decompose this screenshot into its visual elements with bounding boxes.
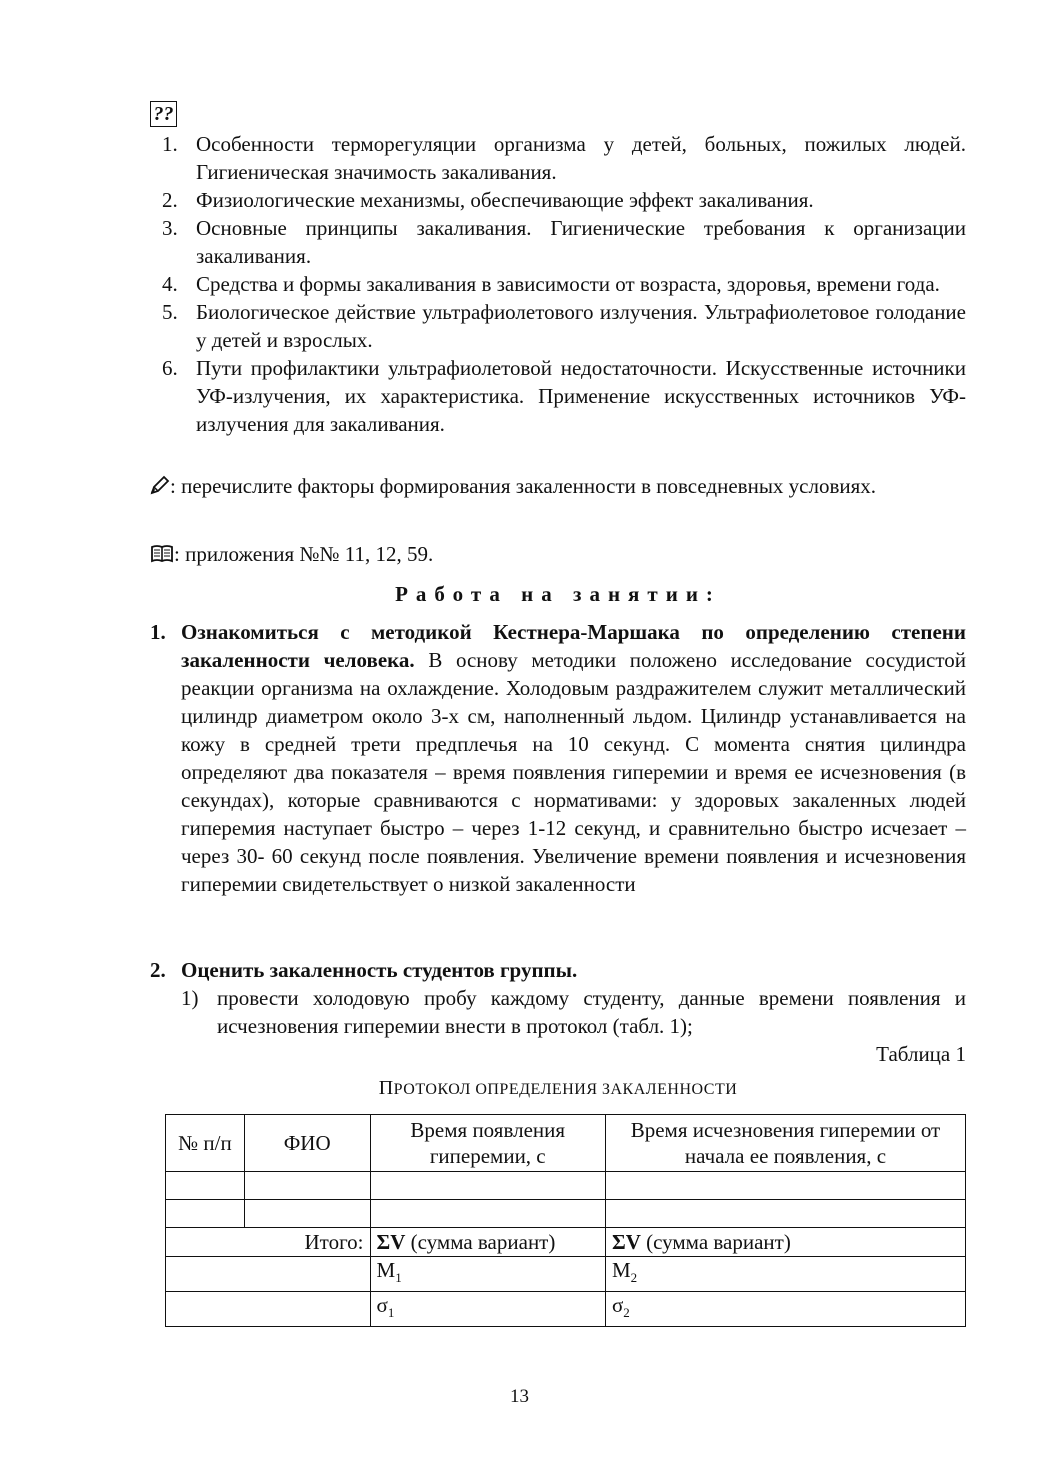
mean-appear: $M_1$ (370, 1257, 605, 1292)
work-item-1-text: В основу методики положено исследование сосудистой реакции организма на охлаждение. Холодовым раздражителем служит металлический цилиндр диаметром около 3-х см, наполненный льдом. Цилиндр устанавливается на кожу в средней трети предплечья на 10 секунд. С момента снятия цилиндра определяют два показателя – время появления гиперемии и время ее исчезновения (в секундах), которые сравниваются с нормативами: у здоровых закаленных людей гиперемия наступает быстро – через 1-12 секунд, и сравнительно быстро исчезает – через 30- 60 секунд после появления. Увеличение времени появления и исчезновения гиперемии свидетельствует о низкой закаленности (181, 648, 966, 896)
sum-disappear: ΣV (сумма вариант) (605, 1228, 965, 1257)
table-title: ПРОТОКОЛ ОПРЕДЕЛЕНИЯ ЗАКАЛЕННОСТИ (378, 1077, 738, 1099)
sum-appear: ΣV (сумма вариант) (370, 1228, 605, 1257)
questions-marker: ?? (150, 101, 177, 127)
work-item-2-title: Оценить закаленность студентов группы. (181, 958, 578, 982)
table-number: Таблица 1 (876, 1042, 966, 1066)
book-icon (150, 544, 174, 564)
work-item-2: 2. Оценить закаленность студентов группы. (150, 958, 578, 982)
list-item: 4. Средства и формы закаливания в зависимости от возраста, здоровья, времени года. (162, 272, 940, 296)
header-fio: ФИО (244, 1115, 370, 1172)
task-text: перечислите факторы формирования закаленности в повседневных условиях. (181, 474, 877, 498)
pencil-icon (150, 475, 170, 495)
table-mean-row (166, 1257, 966, 1292)
list-item: 3. Основные принципы закаливания. Гигиенические требования к организации закаливания. (162, 216, 966, 268)
table-header-row (166, 1115, 966, 1172)
list-item: 2. Физиологические механизмы, обеспечивающие эффект закаливания. (162, 188, 814, 212)
header-num: № п/п (166, 1115, 245, 1172)
page-number: 13 (510, 1386, 529, 1407)
table-row (166, 1200, 966, 1228)
section-heading: Работа на занятии: (395, 582, 721, 606)
list-item: 5. Биологическое действие ультрафиолетового излучения. Ультрафиолетовое голодание у детей и взрослых. (162, 300, 966, 352)
references-line (150, 540, 433, 568)
task-paragraph (150, 472, 966, 501)
list-item: 1. Особенности терморегуляции организма у детей, больных, пожилых людей. Гигиеническая значимость закаливания. (162, 132, 966, 184)
total-label: Итого: (166, 1228, 371, 1257)
work-subitem-1: 1) провести холодовую пробу каждому студенту, данные времени появления и исчезновения гиперемии внести в протокол (табл. 1); (181, 986, 966, 1038)
header-appear: Время появления гиперемии, с (370, 1115, 605, 1172)
protocol-table (165, 1114, 966, 1327)
questions-list (150, 130, 966, 438)
sigma-appear: $\sigma_1$ (370, 1292, 605, 1327)
header-disappear: Время исчезновения гиперемии от начала ее появления, с (605, 1115, 965, 1172)
table-total-row (166, 1228, 966, 1257)
work-item-1: 1. Ознакомиться с методикой Кестнера-Маршака по определению степени закаленности человека. В основу методики положено исследование сосудистой реакции организма на охлаждение. Холодовым раздражителем служит металлический цилиндр диаметром около 3-х см, наполненный льдом. Цилиндр устанавливается на кожу в средней трети предплечья на 10 секунд. С момента снятия цилиндра определяют два показателя – время появления гиперемии и время ее исчезновения (в секундах), которые сравниваются с нормативами: у здоровых закаленных людей гиперемия наступает быстро – через 1-12 секунд, и сравнительно быстро исчезает – через 30- 60 секунд после появления. Увеличение времени появления и исчезновения гиперемии свидетельствует о низкой закаленности (150, 620, 966, 896)
sigma-disappear: $\sigma_2$ (605, 1292, 965, 1327)
table-sigma-row (166, 1292, 966, 1327)
task-colon: : (170, 474, 176, 498)
references-text: : приложения №№ 11, 12, 59. (174, 542, 434, 566)
mean-disappear: $M_2$ (605, 1257, 965, 1292)
list-item: 6. Пути профилактики ультрафиолетовой недостаточности. Искусственные источники УФ-излучения, их характеристика. Применение искусственных источников УФ-излучения для закаливания. (162, 356, 966, 436)
table-row (166, 1172, 966, 1200)
work-item-1-title: Ознакомиться с методикой Кестнера-Маршака по определению степени закаленности человека. (181, 620, 966, 672)
